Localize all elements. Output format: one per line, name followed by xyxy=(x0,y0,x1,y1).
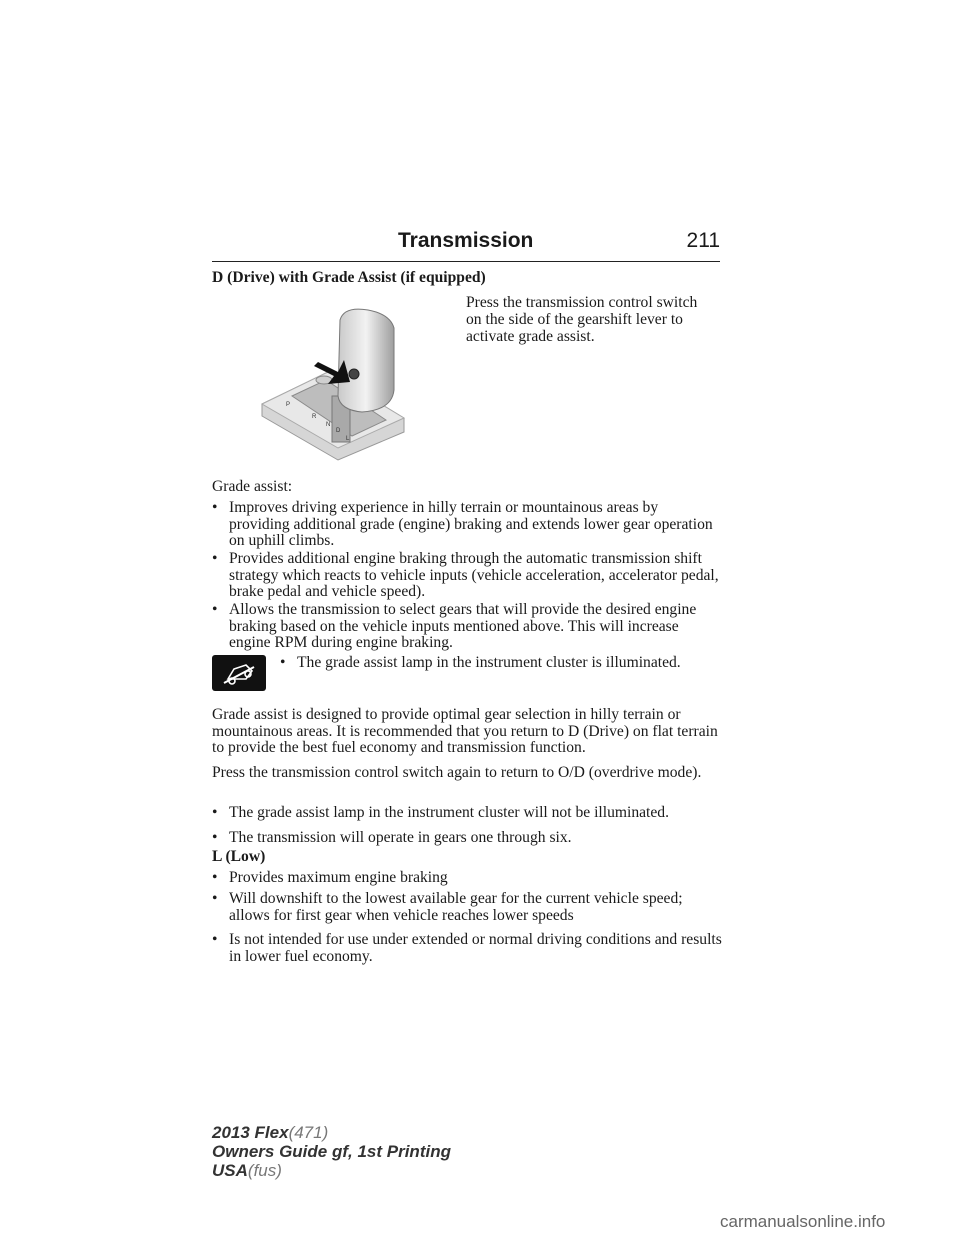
bullet-dot: • xyxy=(212,601,218,618)
gear-letter-p: P xyxy=(286,402,291,408)
bullet-dot: • xyxy=(212,804,218,821)
paragraph: Grade assist is designed to provide optimal gear selection in hilly terrain or mountainous areas. It is recommended that you return to D (Drive) on flat terrain to provide the best fuel economy and transmission function. xyxy=(212,706,718,756)
bullet-dot: • xyxy=(212,890,218,907)
watermark: carmanualsonline.info xyxy=(720,1212,886,1231)
bullet-dot: • xyxy=(212,829,218,846)
section-heading-low: L (Low) xyxy=(212,848,266,865)
gear-letter-r: R xyxy=(312,414,317,420)
page-number: 211 xyxy=(686,229,720,252)
grade-assist-lamp-icon xyxy=(212,655,266,691)
gearshift-lever-illustration xyxy=(258,300,410,462)
chapter-title: Transmission xyxy=(398,229,534,252)
bullet-dot: • xyxy=(212,499,218,516)
grade-assist-intro: Grade assist: xyxy=(212,478,293,495)
bullet-dot: • xyxy=(212,931,218,948)
bullet-dot: • xyxy=(212,550,218,567)
gear-letter-l: L xyxy=(346,436,350,442)
side-instruction: Press the transmission control switch on the side of the gearshift lever to activate grade assist. xyxy=(466,294,698,345)
bullet-dot: • xyxy=(280,654,286,671)
paragraph: Press the transmission control switch again to return to O/D (overdrive mode). xyxy=(212,764,702,781)
page-header xyxy=(212,229,720,262)
gear-letter-d: D xyxy=(336,428,341,434)
bullet-dot: • xyxy=(212,869,218,886)
gear-letter-n: N xyxy=(326,422,331,428)
section-heading-drive: D (Drive) with Grade Assist (if equipped) xyxy=(212,269,486,286)
page-footer: 2013 Flex(471) Owners Guide gf, 1st Printing USA(fus) xyxy=(212,1123,451,1180)
